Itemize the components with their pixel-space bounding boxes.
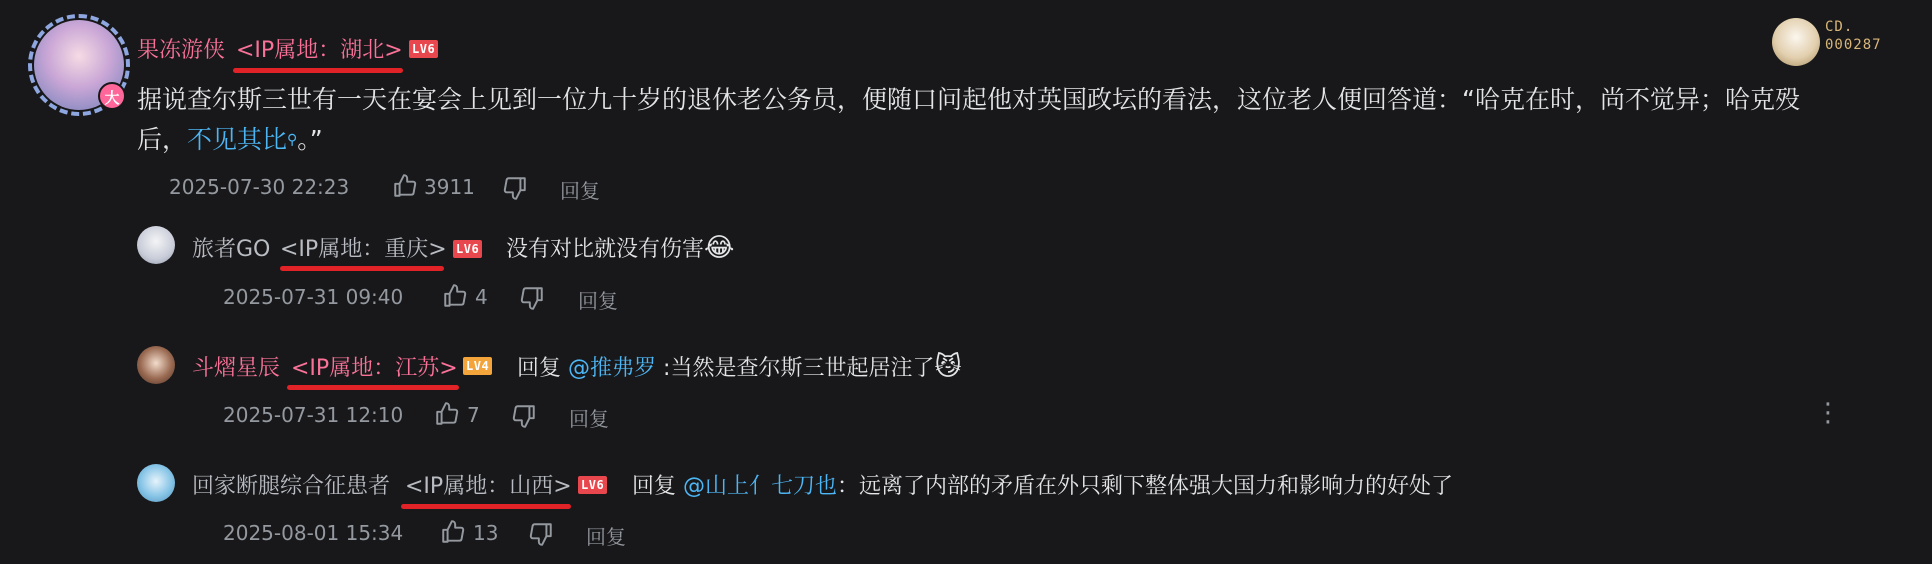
user-code-line1: CD. xyxy=(1825,19,1854,35)
comment-text-line1: 据说查尔斯三世有一天在宴会上见到一位九十岁的退休老公务员，便随口问起他对英国政坛的看法，这位老人便回答道：“哈克在时，尚不觉异；哈克殁 xyxy=(137,85,1800,114)
reply-text-body: :当然是查尔斯三世起居注了 xyxy=(663,356,935,381)
level-badge: LV4 xyxy=(463,357,492,375)
reply-username[interactable]: 旅者GO xyxy=(192,237,271,262)
reply-text-body: 没有对比就没有伤害 xyxy=(506,237,705,262)
reply-username[interactable]: 回家断腿综合征患者 xyxy=(192,474,391,499)
reply-prefix: 回复 xyxy=(632,474,677,499)
thumbs-up-icon[interactable] xyxy=(442,283,468,309)
mention-link[interactable]: @山上亻七刀也 xyxy=(683,474,838,499)
mention-link[interactable]: @推弗罗 xyxy=(568,356,657,381)
top-right-avatar[interactable] xyxy=(1772,18,1820,66)
avatar[interactable] xyxy=(34,20,124,110)
reply-date: 2025-07-31 12:10 xyxy=(223,403,404,427)
annotation-underline xyxy=(233,68,403,73)
laughing-emoji-icon: 😂 xyxy=(704,233,735,263)
reply-button[interactable]: 回复 xyxy=(586,525,626,549)
reply-button[interactable]: 回复 xyxy=(578,289,618,313)
like-count: 3911 xyxy=(424,175,475,199)
ip-location: <IP属地：湖北> xyxy=(236,38,403,63)
reply-button[interactable]: 回复 xyxy=(560,179,600,203)
cat-emoji-icon: 😼 xyxy=(934,352,962,382)
more-vertical-icon[interactable]: ⋮ xyxy=(1815,398,1841,428)
user-code-line2: 000287 xyxy=(1825,37,1882,53)
avatar[interactable] xyxy=(137,464,175,502)
thumbs-up-icon[interactable] xyxy=(392,173,418,199)
reply-date: 2025-07-31 09:40 xyxy=(223,285,404,309)
annotation-underline xyxy=(401,504,571,509)
avatar[interactable] xyxy=(137,226,175,264)
reply-date: 2025-08-01 15:34 xyxy=(223,521,404,545)
annotation-underline xyxy=(280,266,444,271)
reply-text xyxy=(506,232,734,263)
level-badge: LV6 xyxy=(453,240,482,258)
search-keyword-link[interactable]: 不见其比 xyxy=(187,125,288,154)
thumbs-up-icon[interactable] xyxy=(440,519,466,545)
reply-button[interactable]: 回复 xyxy=(569,407,609,431)
comment-date: 2025-07-30 22:23 xyxy=(169,175,350,199)
thumbs-down-icon[interactable] xyxy=(528,521,554,547)
like-count: 4 xyxy=(475,285,488,309)
reply-prefix: 回复 xyxy=(517,356,562,381)
reply-username[interactable]: 斗熠星辰 xyxy=(192,356,281,381)
like-count: 7 xyxy=(467,403,480,427)
reply-text xyxy=(632,469,1453,500)
level-badge: LV6 xyxy=(409,40,438,58)
comment-text-prefix: 后， xyxy=(137,125,188,154)
level-badge: LV6 xyxy=(578,476,607,494)
comment-text-line2 xyxy=(137,120,323,160)
thumbs-down-icon[interactable] xyxy=(519,285,545,311)
ip-location: <IP属地：江苏> xyxy=(291,356,458,381)
search-icon[interactable]: ⚲ xyxy=(287,132,298,148)
thumbs-down-icon[interactable] xyxy=(502,175,528,201)
comment-username[interactable]: 果冻游侠 xyxy=(137,38,226,63)
avatar-badge: 大 xyxy=(98,82,126,110)
ip-location: <IP属地：重庆> xyxy=(280,237,447,262)
comment-text-suffix: 。” xyxy=(297,125,323,154)
ip-location: <IP属地：山西> xyxy=(405,474,572,499)
like-count: 13 xyxy=(473,521,499,545)
user-code-badge xyxy=(1825,18,1882,54)
reply-text xyxy=(517,351,962,382)
reply-text-body: ：远离了内部的矛盾在外只剩下整体强大国力和影响力的好处了 xyxy=(837,474,1454,499)
avatar[interactable] xyxy=(137,346,175,384)
annotation-underline xyxy=(287,385,459,390)
thumbs-up-icon[interactable] xyxy=(434,401,460,427)
thumbs-down-icon[interactable] xyxy=(511,403,537,429)
